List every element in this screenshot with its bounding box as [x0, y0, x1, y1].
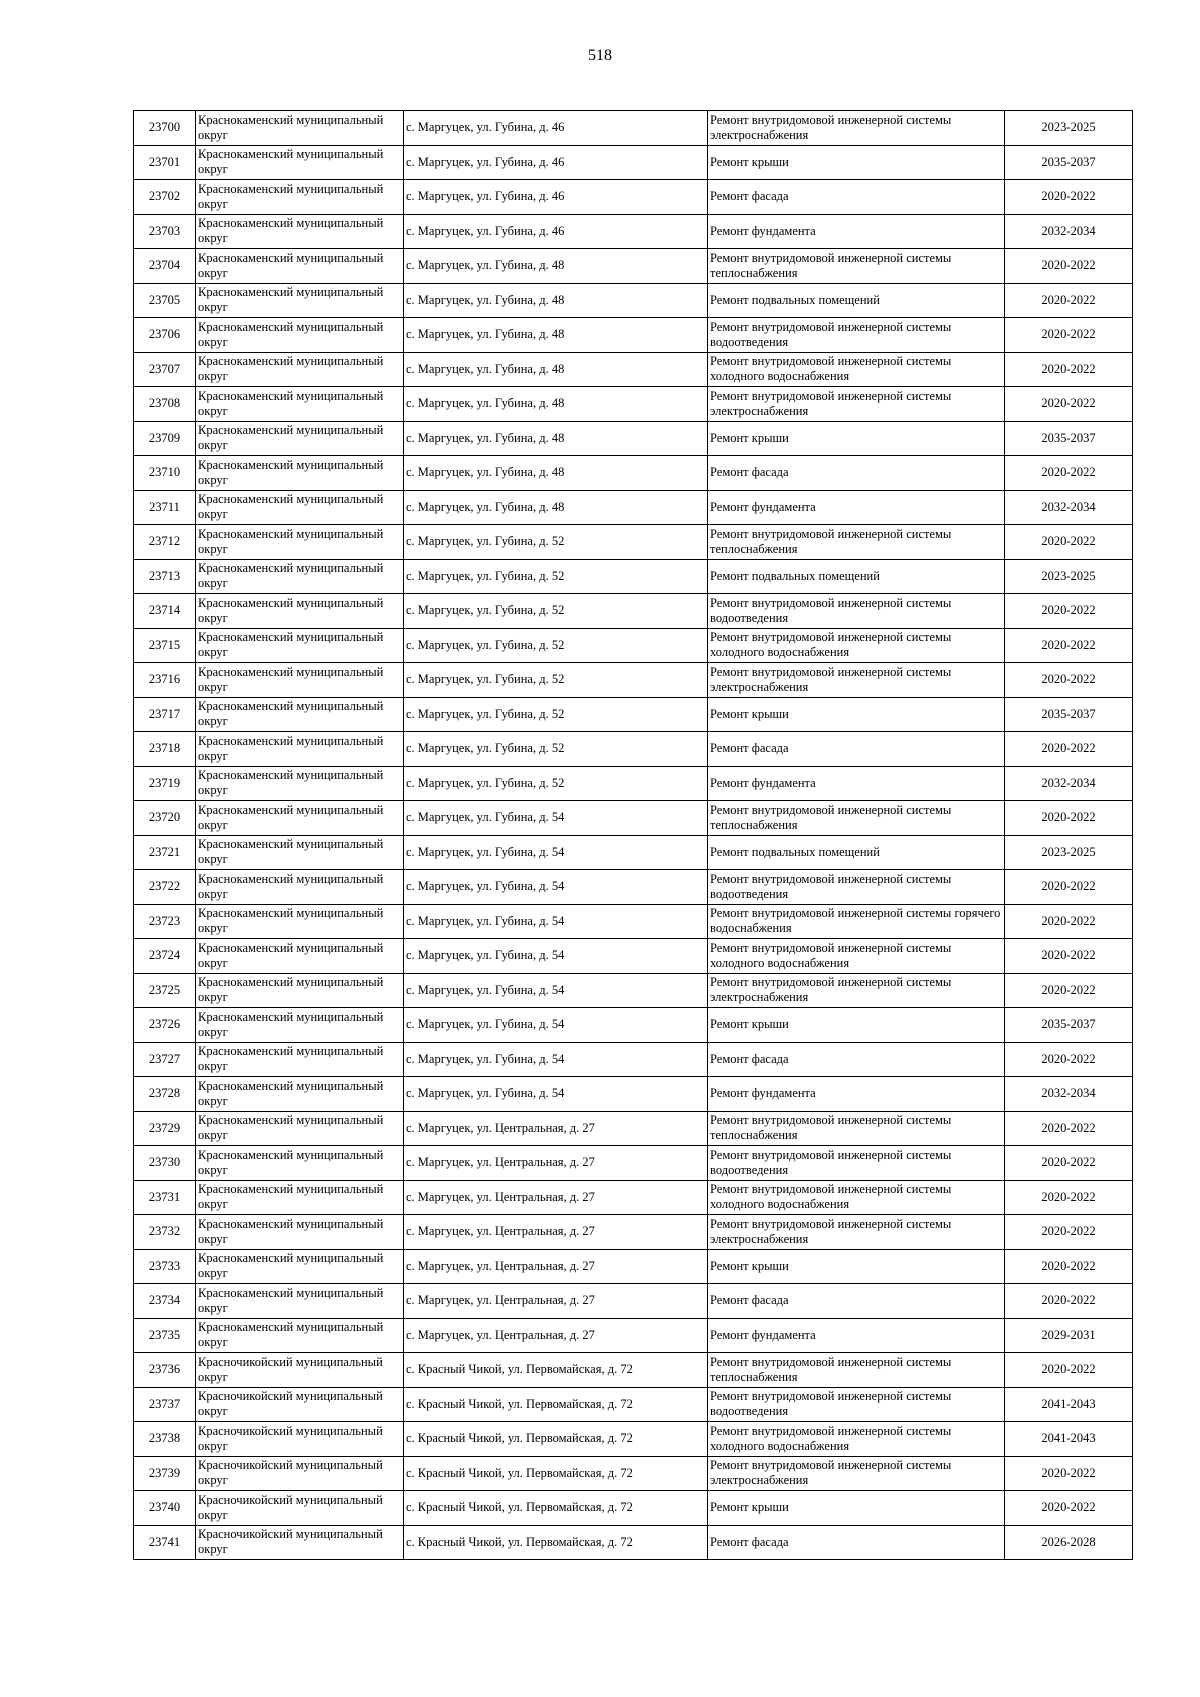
municipality-cell: Красночикойский муниципальный округ: [196, 1456, 404, 1491]
address-cell: с. Маргуцек, ул. Губина, д. 54: [404, 1008, 708, 1043]
row-number-cell: 23728: [134, 1077, 196, 1112]
municipality-cell: Краснокаменский муниципальный округ: [196, 870, 404, 905]
period-cell: 2020-2022: [1005, 1111, 1133, 1146]
row-number-cell: 23712: [134, 525, 196, 560]
address-cell: с. Маргуцек, ул. Губина, д. 52: [404, 663, 708, 698]
table-row: [134, 766, 1133, 801]
period-cell: 2032-2034: [1005, 766, 1133, 801]
row-number-cell: 23707: [134, 352, 196, 387]
table-row: [134, 283, 1133, 318]
table-row: [134, 904, 1133, 939]
work-type-cell: Ремонт фасада: [708, 1042, 1005, 1077]
municipality-cell: Красночикойский муниципальный округ: [196, 1353, 404, 1388]
municipality-cell: Краснокаменский муниципальный округ: [196, 973, 404, 1008]
table-row: [134, 1318, 1133, 1353]
period-cell: 2020-2022: [1005, 732, 1133, 767]
work-type-cell: Ремонт внутридомовой инженерной системы теплоснабжения: [708, 1353, 1005, 1388]
municipality-cell: Краснокаменский муниципальный округ: [196, 249, 404, 284]
address-cell: с. Маргуцек, ул. Губина, д. 54: [404, 1077, 708, 1112]
work-type-cell: Ремонт внутридомовой инженерной системы теплоснабжения: [708, 801, 1005, 836]
address-cell: с. Маргуцек, ул. Губина, д. 52: [404, 697, 708, 732]
table-row: [134, 559, 1133, 594]
work-type-cell: Ремонт крыши: [708, 1491, 1005, 1526]
municipality-cell: Красночикойский муниципальный округ: [196, 1387, 404, 1422]
work-type-cell: Ремонт крыши: [708, 1249, 1005, 1284]
municipality-cell: Краснокаменский муниципальный округ: [196, 490, 404, 525]
period-cell: 2035-2037: [1005, 421, 1133, 456]
row-number-cell: 23716: [134, 663, 196, 698]
municipality-cell: Краснокаменский муниципальный округ: [196, 1284, 404, 1319]
municipality-cell: Краснокаменский муниципальный округ: [196, 1111, 404, 1146]
address-cell: с. Маргуцек, ул. Центральная, д. 27: [404, 1249, 708, 1284]
address-cell: с. Маргуцек, ул. Губина, д. 46: [404, 111, 708, 146]
table-row: [134, 318, 1133, 353]
period-cell: 2020-2022: [1005, 352, 1133, 387]
municipality-cell: Краснокаменский муниципальный округ: [196, 1008, 404, 1043]
address-cell: с. Маргуцек, ул. Губина, д. 48: [404, 352, 708, 387]
period-cell: 2020-2022: [1005, 387, 1133, 422]
table-row: [134, 1491, 1133, 1526]
municipality-cell: Краснокаменский муниципальный округ: [196, 145, 404, 180]
address-cell: с. Маргуцек, ул. Губина, д. 48: [404, 456, 708, 491]
row-number-cell: 23704: [134, 249, 196, 284]
address-cell: с. Маргуцек, ул. Губина, д. 54: [404, 904, 708, 939]
period-cell: 2020-2022: [1005, 1353, 1133, 1388]
table-row: [134, 594, 1133, 629]
row-number-cell: 23732: [134, 1215, 196, 1250]
table-row: [134, 663, 1133, 698]
table-row: [134, 697, 1133, 732]
municipality-cell: Краснокаменский муниципальный округ: [196, 801, 404, 836]
page-number: 518: [588, 47, 612, 64]
row-number-cell: 23701: [134, 145, 196, 180]
work-type-cell: Ремонт внутридомовой инженерной системы электроснабжения: [708, 973, 1005, 1008]
period-cell: 2020-2022: [1005, 663, 1133, 698]
period-cell: 2020-2022: [1005, 870, 1133, 905]
address-cell: с. Маргуцек, ул. Губина, д. 52: [404, 732, 708, 767]
table-row: [134, 145, 1133, 180]
address-cell: с. Маргуцек, ул. Губина, д. 54: [404, 801, 708, 836]
municipality-cell: Краснокаменский муниципальный округ: [196, 766, 404, 801]
address-cell: с. Маргуцек, ул. Губина, д. 52: [404, 525, 708, 560]
address-cell: с. Маргуцек, ул. Губина, д. 54: [404, 870, 708, 905]
table-row: [134, 1215, 1133, 1250]
table-row: [134, 490, 1133, 525]
municipality-cell: Краснокаменский муниципальный округ: [196, 835, 404, 870]
table-row: [134, 939, 1133, 974]
row-number-cell: 23724: [134, 939, 196, 974]
work-type-cell: Ремонт крыши: [708, 1008, 1005, 1043]
row-number-cell: 23723: [134, 904, 196, 939]
municipality-cell: Краснокаменский муниципальный округ: [196, 594, 404, 629]
work-type-cell: Ремонт внутридомовой инженерной системы водоотведения: [708, 318, 1005, 353]
table-row: [134, 1042, 1133, 1077]
work-type-cell: Ремонт внутридомовой инженерной системы водоотведения: [708, 594, 1005, 629]
row-number-cell: 23721: [134, 835, 196, 870]
address-cell: с. Маргуцек, ул. Губина, д. 48: [404, 283, 708, 318]
work-type-cell: Ремонт подвальных помещений: [708, 559, 1005, 594]
municipality-cell: Краснокаменский муниципальный округ: [196, 1249, 404, 1284]
row-number-cell: 23714: [134, 594, 196, 629]
work-type-cell: Ремонт внутридомовой инженерной системы электроснабжения: [708, 1456, 1005, 1491]
municipality-cell: Краснокаменский муниципальный округ: [196, 387, 404, 422]
table-row: [134, 525, 1133, 560]
work-type-cell: Ремонт внутридомовой инженерной системы теплоснабжения: [708, 525, 1005, 560]
period-cell: 2026-2028: [1005, 1525, 1133, 1560]
address-cell: с. Маргуцек, ул. Губина, д. 52: [404, 766, 708, 801]
address-cell: с. Маргуцек, ул. Губина, д. 52: [404, 628, 708, 663]
municipality-cell: Краснокаменский муниципальный округ: [196, 1215, 404, 1250]
work-type-cell: Ремонт фундамента: [708, 1077, 1005, 1112]
row-number-cell: 23722: [134, 870, 196, 905]
period-cell: 2041-2043: [1005, 1387, 1133, 1422]
table-row: [134, 1456, 1133, 1491]
period-cell: 2035-2037: [1005, 145, 1133, 180]
address-cell: с. Маргуцек, ул. Губина, д. 46: [404, 145, 708, 180]
municipality-cell: Краснокаменский муниципальный округ: [196, 904, 404, 939]
period-cell: 2020-2022: [1005, 628, 1133, 663]
work-type-cell: Ремонт внутридомовой инженерной системы электроснабжения: [708, 663, 1005, 698]
table-row: [134, 111, 1133, 146]
municipality-cell: Красночикойский муниципальный округ: [196, 1525, 404, 1560]
table-row: [134, 180, 1133, 215]
table-row: [134, 732, 1133, 767]
work-type-cell: Ремонт внутридомовой инженерной системы горячего водоснабжения: [708, 904, 1005, 939]
municipality-cell: Краснокаменский муниципальный округ: [196, 697, 404, 732]
work-type-cell: Ремонт внутридомовой инженерной системы теплоснабжения: [708, 249, 1005, 284]
table-row: [134, 214, 1133, 249]
address-cell: с. Маргуцек, ул. Губина, д. 46: [404, 214, 708, 249]
period-cell: 2020-2022: [1005, 1042, 1133, 1077]
municipality-cell: Краснокаменский муниципальный округ: [196, 456, 404, 491]
period-cell: 2029-2031: [1005, 1318, 1133, 1353]
address-cell: с. Маргуцек, ул. Губина, д. 46: [404, 180, 708, 215]
row-number-cell: 23733: [134, 1249, 196, 1284]
table-row: [134, 387, 1133, 422]
address-cell: с. Красный Чикой, ул. Первомайская, д. 72: [404, 1353, 708, 1388]
municipality-cell: Краснокаменский муниципальный округ: [196, 283, 404, 318]
period-cell: 2032-2034: [1005, 490, 1133, 525]
period-cell: 2020-2022: [1005, 1284, 1133, 1319]
row-number-cell: 23717: [134, 697, 196, 732]
work-type-cell: Ремонт внутридомовой инженерной системы холодного водоснабжения: [708, 939, 1005, 974]
table-row: [134, 249, 1133, 284]
row-number-cell: 23711: [134, 490, 196, 525]
municipality-cell: Краснокаменский муниципальный округ: [196, 214, 404, 249]
address-cell: с. Красный Чикой, ул. Первомайская, д. 72: [404, 1422, 708, 1457]
row-number-cell: 23739: [134, 1456, 196, 1491]
period-cell: 2020-2022: [1005, 318, 1133, 353]
repair-schedule-table: [133, 110, 1133, 1560]
period-cell: 2032-2034: [1005, 214, 1133, 249]
municipality-cell: Краснокаменский муниципальный округ: [196, 1042, 404, 1077]
period-cell: 2035-2037: [1005, 697, 1133, 732]
row-number-cell: 23708: [134, 387, 196, 422]
period-cell: 2020-2022: [1005, 939, 1133, 974]
address-cell: с. Маргуцек, ул. Губина, д. 48: [404, 421, 708, 456]
municipality-cell: Краснокаменский муниципальный округ: [196, 559, 404, 594]
work-type-cell: Ремонт фундамента: [708, 214, 1005, 249]
period-cell: 2020-2022: [1005, 525, 1133, 560]
municipality-cell: Краснокаменский муниципальный округ: [196, 352, 404, 387]
municipality-cell: Краснокаменский муниципальный округ: [196, 1146, 404, 1181]
municipality-cell: Краснокаменский муниципальный округ: [196, 525, 404, 560]
municipality-cell: Краснокаменский муниципальный округ: [196, 180, 404, 215]
work-type-cell: Ремонт крыши: [708, 697, 1005, 732]
municipality-cell: Краснокаменский муниципальный округ: [196, 1318, 404, 1353]
period-cell: 2020-2022: [1005, 1215, 1133, 1250]
table-row: [134, 1249, 1133, 1284]
row-number-cell: 23727: [134, 1042, 196, 1077]
row-number-cell: 23710: [134, 456, 196, 491]
period-cell: 2020-2022: [1005, 1180, 1133, 1215]
row-number-cell: 23703: [134, 214, 196, 249]
table-row: [134, 801, 1133, 836]
municipality-cell: Краснокаменский муниципальный округ: [196, 939, 404, 974]
work-type-cell: Ремонт крыши: [708, 421, 1005, 456]
address-cell: с. Маргуцек, ул. Губина, д. 48: [404, 249, 708, 284]
row-number-cell: 23718: [134, 732, 196, 767]
address-cell: с. Маргуцек, ул. Губина, д. 48: [404, 318, 708, 353]
period-cell: 2020-2022: [1005, 801, 1133, 836]
work-type-cell: Ремонт фасада: [708, 732, 1005, 767]
address-cell: с. Красный Чикой, ул. Первомайская, д. 72: [404, 1525, 708, 1560]
table-row: [134, 421, 1133, 456]
municipality-cell: Красночикойский муниципальный округ: [196, 1422, 404, 1457]
period-cell: 2035-2037: [1005, 1008, 1133, 1043]
table-row: [134, 352, 1133, 387]
municipality-cell: Красночикойский муниципальный округ: [196, 1491, 404, 1526]
period-cell: 2020-2022: [1005, 594, 1133, 629]
table-row: [134, 870, 1133, 905]
work-type-cell: Ремонт внутридомовой инженерной системы холодного водоснабжения: [708, 1422, 1005, 1457]
period-cell: 2020-2022: [1005, 180, 1133, 215]
municipality-cell: Краснокаменский муниципальный округ: [196, 111, 404, 146]
row-number-cell: 23713: [134, 559, 196, 594]
row-number-cell: 23730: [134, 1146, 196, 1181]
work-type-cell: Ремонт фундамента: [708, 766, 1005, 801]
address-cell: с. Маргуцек, ул. Губина, д. 54: [404, 973, 708, 1008]
work-type-cell: Ремонт внутридомовой инженерной системы теплоснабжения: [708, 1111, 1005, 1146]
work-type-cell: Ремонт фасада: [708, 456, 1005, 491]
period-cell: 2020-2022: [1005, 1146, 1133, 1181]
work-type-cell: Ремонт внутридомовой инженерной системы холодного водоснабжения: [708, 1180, 1005, 1215]
row-number-cell: 23720: [134, 801, 196, 836]
table-row: [134, 628, 1133, 663]
work-type-cell: Ремонт внутридомовой инженерной системы водоотведения: [708, 1387, 1005, 1422]
municipality-cell: Краснокаменский муниципальный округ: [196, 1077, 404, 1112]
table-row: [134, 1111, 1133, 1146]
row-number-cell: 23709: [134, 421, 196, 456]
row-number-cell: 23700: [134, 111, 196, 146]
period-cell: 2020-2022: [1005, 283, 1133, 318]
table-body: [134, 111, 1133, 1560]
work-type-cell: Ремонт внутридомовой инженерной системы водоотведения: [708, 1146, 1005, 1181]
work-type-cell: Ремонт внутридомовой инженерной системы водоотведения: [708, 870, 1005, 905]
work-type-cell: Ремонт подвальных помещений: [708, 283, 1005, 318]
period-cell: 2041-2043: [1005, 1422, 1133, 1457]
address-cell: с. Маргуцек, ул. Губина, д. 48: [404, 490, 708, 525]
municipality-cell: Краснокаменский муниципальный округ: [196, 421, 404, 456]
work-type-cell: Ремонт фасада: [708, 1525, 1005, 1560]
period-cell: 2032-2034: [1005, 1077, 1133, 1112]
period-cell: 2020-2022: [1005, 249, 1133, 284]
address-cell: с. Маргуцек, ул. Губина, д. 54: [404, 835, 708, 870]
row-number-cell: 23729: [134, 1111, 196, 1146]
address-cell: с. Маргуцек, ул. Центральная, д. 27: [404, 1180, 708, 1215]
address-cell: с. Маргуцек, ул. Центральная, д. 27: [404, 1111, 708, 1146]
table-row: [134, 973, 1133, 1008]
work-type-cell: Ремонт внутридомовой инженерной системы электроснабжения: [708, 387, 1005, 422]
row-number-cell: 23736: [134, 1353, 196, 1388]
row-number-cell: 23741: [134, 1525, 196, 1560]
work-type-cell: Ремонт фасада: [708, 180, 1005, 215]
address-cell: с. Маргуцек, ул. Центральная, д. 27: [404, 1215, 708, 1250]
municipality-cell: Краснокаменский муниципальный округ: [196, 628, 404, 663]
row-number-cell: 23735: [134, 1318, 196, 1353]
period-cell: 2020-2022: [1005, 1249, 1133, 1284]
row-number-cell: 23737: [134, 1387, 196, 1422]
address-cell: с. Маргуцек, ул. Губина, д. 52: [404, 594, 708, 629]
table-row: [134, 1525, 1133, 1560]
address-cell: с. Красный Чикой, ул. Первомайская, д. 72: [404, 1456, 708, 1491]
table-row: [134, 1008, 1133, 1043]
row-number-cell: 23734: [134, 1284, 196, 1319]
municipality-cell: Краснокаменский муниципальный округ: [196, 732, 404, 767]
address-cell: с. Красный Чикой, ул. Первомайская, д. 72: [404, 1491, 708, 1526]
table-row: [134, 1422, 1133, 1457]
period-cell: 2023-2025: [1005, 111, 1133, 146]
period-cell: 2020-2022: [1005, 456, 1133, 491]
work-type-cell: Ремонт внутридомовой инженерной системы холодного водоснабжения: [708, 628, 1005, 663]
table-row: [134, 1077, 1133, 1112]
table-row: [134, 1284, 1133, 1319]
row-number-cell: 23715: [134, 628, 196, 663]
row-number-cell: 23705: [134, 283, 196, 318]
table-row: [134, 1387, 1133, 1422]
table-row: [134, 835, 1133, 870]
address-cell: с. Маргуцек, ул. Губина, д. 52: [404, 559, 708, 594]
work-type-cell: Ремонт внутридомовой инженерной системы холодного водоснабжения: [708, 352, 1005, 387]
work-type-cell: Ремонт внутридомовой инженерной системы электроснабжения: [708, 111, 1005, 146]
work-type-cell: Ремонт подвальных помещений: [708, 835, 1005, 870]
address-cell: с. Маргуцек, ул. Губина, д. 48: [404, 387, 708, 422]
row-number-cell: 23726: [134, 1008, 196, 1043]
work-type-cell: Ремонт крыши: [708, 145, 1005, 180]
address-cell: с. Маргуцек, ул. Центральная, д. 27: [404, 1146, 708, 1181]
address-cell: с. Маргуцек, ул. Губина, д. 54: [404, 1042, 708, 1077]
row-number-cell: 23719: [134, 766, 196, 801]
period-cell: 2020-2022: [1005, 973, 1133, 1008]
address-cell: с. Маргуцек, ул. Центральная, д. 27: [404, 1318, 708, 1353]
table-row: [134, 456, 1133, 491]
address-cell: с. Маргуцек, ул. Центральная, д. 27: [404, 1284, 708, 1319]
period-cell: 2020-2022: [1005, 1491, 1133, 1526]
municipality-cell: Краснокаменский муниципальный округ: [196, 318, 404, 353]
row-number-cell: 23725: [134, 973, 196, 1008]
period-cell: 2020-2022: [1005, 1456, 1133, 1491]
work-type-cell: Ремонт фасада: [708, 1284, 1005, 1319]
row-number-cell: 23731: [134, 1180, 196, 1215]
period-cell: 2023-2025: [1005, 835, 1133, 870]
row-number-cell: 23702: [134, 180, 196, 215]
municipality-cell: Краснокаменский муниципальный округ: [196, 663, 404, 698]
address-cell: с. Красный Чикой, ул. Первомайская, д. 72: [404, 1387, 708, 1422]
address-cell: с. Маргуцек, ул. Губина, д. 54: [404, 939, 708, 974]
table-row: [134, 1146, 1133, 1181]
row-number-cell: 23740: [134, 1491, 196, 1526]
row-number-cell: 23738: [134, 1422, 196, 1457]
work-type-cell: Ремонт внутридомовой инженерной системы электроснабжения: [708, 1215, 1005, 1250]
period-cell: 2023-2025: [1005, 559, 1133, 594]
work-type-cell: Ремонт фундамента: [708, 1318, 1005, 1353]
municipality-cell: Краснокаменский муниципальный округ: [196, 1180, 404, 1215]
work-type-cell: Ремонт фундамента: [708, 490, 1005, 525]
table-row: [134, 1353, 1133, 1388]
table-row: [134, 1180, 1133, 1215]
row-number-cell: 23706: [134, 318, 196, 353]
period-cell: 2020-2022: [1005, 904, 1133, 939]
